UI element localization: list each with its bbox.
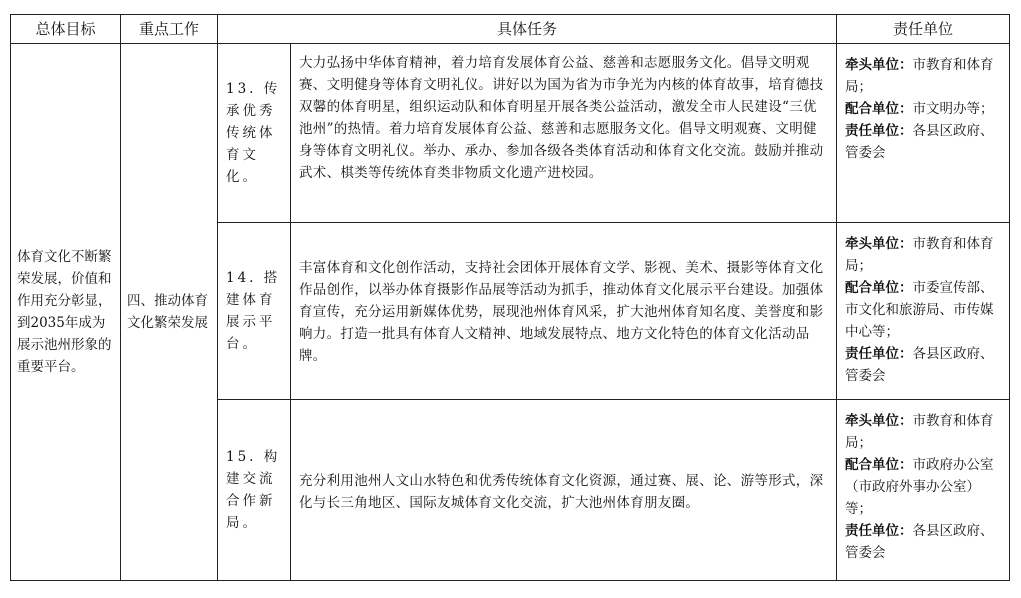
lead-label: 牵头单位：	[845, 57, 913, 73]
goal-cell: 体育文化不断繁荣发展，价值和作用充分彰显，到2035年成为展示池州形象的重要平台。	[11, 44, 121, 581]
header-goal: 总体目标	[11, 15, 121, 44]
task-description: 丰富体育和文化创作活动，支持社会团体开展体育文学、影视、美术、摄影等体育文化作品创作，以举办体育摄影作品展等活动为抓手，推动体育文化展示平台建设。加强体育宣传，充分运用新媒体优势，展现池州体育风采，扩大池州体育知名度、美誉度和影响力。打造一批具有体育人文精神、地域发展特点、地方文化特色的体育文化活动品牌。	[291, 223, 837, 400]
item-title: 15. 构建交流合作新局。	[218, 400, 291, 581]
coop-unit: 市委宣传部、市文化和旅游局、市传媒中心等；	[845, 280, 994, 340]
resp-unit: 各县区政府、管委会	[845, 346, 994, 384]
lead-label: 牵头单位：	[845, 236, 913, 252]
resp-label: 责任单位：	[845, 346, 913, 362]
task-table	[10, 14, 1010, 581]
header-focus: 重点工作	[121, 15, 218, 44]
item-title: 13. 传承优秀传统体育文化。	[218, 44, 291, 223]
lead-unit: 市教育和体育局；	[845, 236, 994, 274]
table-row	[11, 44, 1010, 223]
header-tasks: 具体任务	[218, 15, 837, 44]
resp-unit: 各县区政府、管委会	[845, 523, 994, 561]
resp-unit: 各县区政府、管委会	[845, 123, 994, 161]
coop-unit: 市文明办等；	[912, 101, 994, 117]
coop-label: 配合单位：	[845, 457, 913, 473]
lead-unit: 市教育和体育局；	[845, 57, 994, 95]
resp-label: 责任单位：	[845, 123, 913, 139]
coop-unit: 市政府办公室（市政府外事办公室）等；	[845, 457, 994, 517]
coop-label: 配合单位：	[845, 101, 913, 117]
focus-cell: 四、推动体育文化繁荣发展	[121, 44, 218, 581]
item-title: 14. 搭建体育展示平台。	[218, 223, 291, 400]
header-units: 责任单位	[837, 15, 1010, 44]
responsibility-cell	[837, 400, 1010, 581]
responsibility-cell	[837, 44, 1010, 223]
task-description: 充分利用池州人文山水特色和优秀传统体育文化资源，通过赛、展、论、游等形式，深化与长三角地区、国际友城体育文化交流，扩大池州体育朋友圈。	[291, 400, 837, 581]
lead-unit: 市教育和体育局；	[845, 413, 994, 451]
resp-label: 责任单位：	[845, 523, 913, 539]
responsibility-cell	[837, 223, 1010, 400]
task-description: 大力弘扬中华体育精神，着力培育发展体育公益、慈善和志愿服务文化。倡导文明观赛、文明健身等体育文明礼仪。讲好以为国为省为市争光为内核的体育故事，培育德技双馨的体育明星，组织运动队和体育明星开展各类公益活动，激发全市人民建设“三优池州”的热情。着力培育发展体育公益、慈善和志愿服务文化。倡导文明观赛、文明健身等体育文明礼仪。举办、承办、参加各级各类体育活动和体育文化交流。鼓励并推动武术、棋类等传统体育类非物质文化遗产进校园。	[291, 44, 837, 223]
coop-label: 配合单位：	[845, 280, 913, 296]
lead-label: 牵头单位：	[845, 413, 913, 429]
header-row	[11, 15, 1010, 44]
